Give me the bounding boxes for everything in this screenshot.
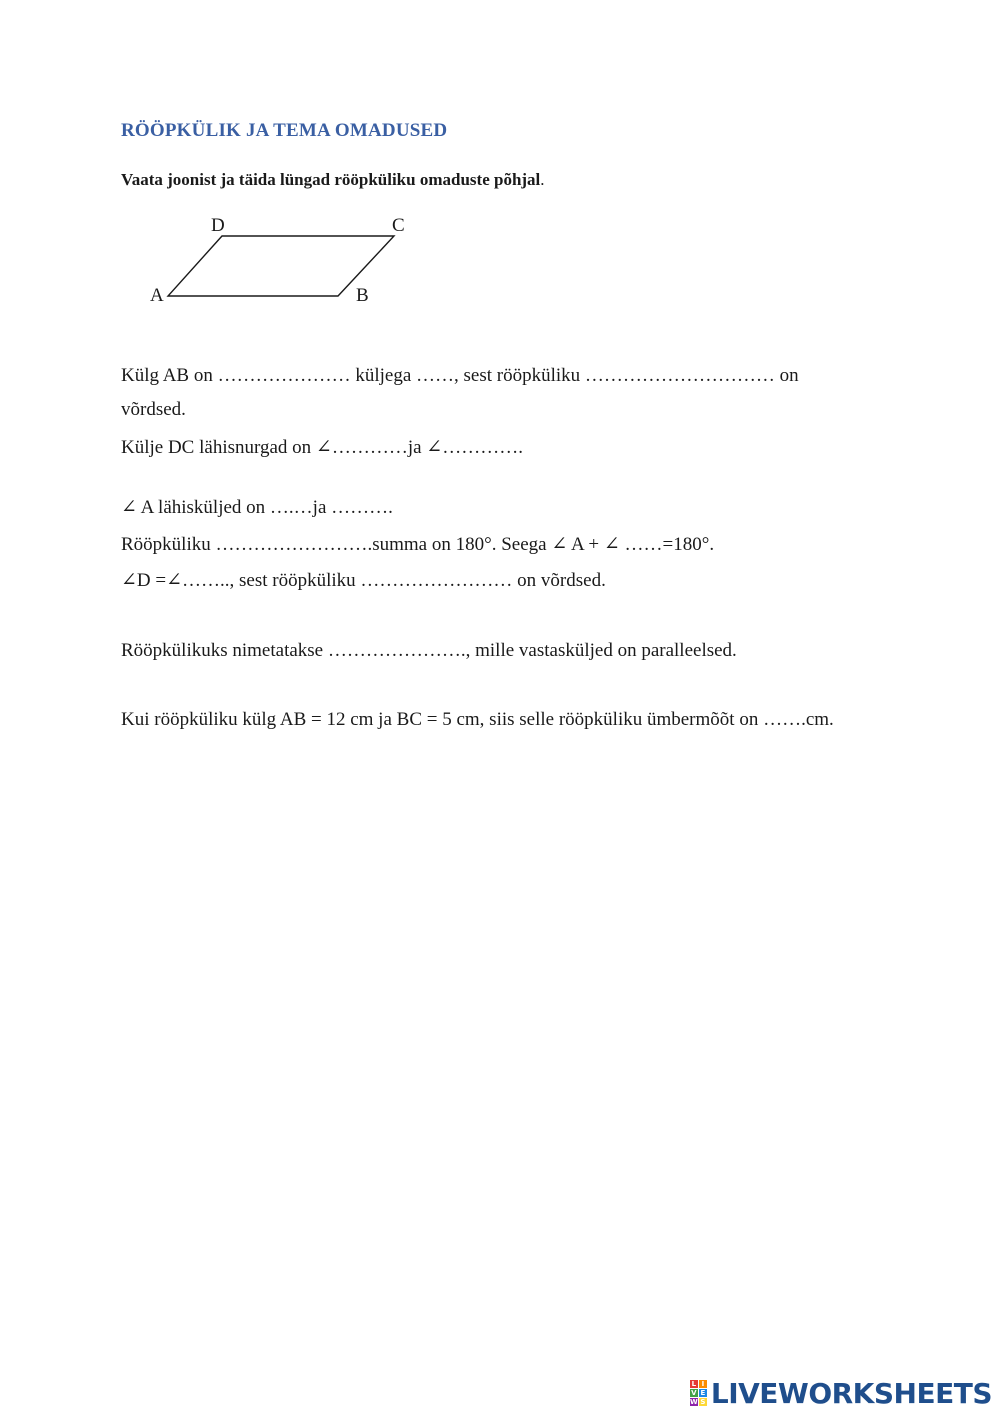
question-line-2: võrdsed. <box>121 399 186 420</box>
vertex-label-c: C <box>392 215 405 236</box>
instruction-text: Vaata joonist ja täida lüngad rööpküliku omaduste põhjal <box>121 170 541 189</box>
vertex-label-b: B <box>356 285 369 306</box>
vertex-label-d: D <box>211 215 225 236</box>
logo-tiles-icon <box>690 1380 707 1406</box>
logo-tile: W <box>690 1398 698 1406</box>
logo-tile: E <box>700 1389 706 1397</box>
vertex-label-a: A <box>150 285 164 306</box>
logo-tile: I <box>699 1380 707 1388</box>
instruction <box>121 170 545 190</box>
liveworksheets-logo <box>690 1377 992 1409</box>
question-line-6: ∠D =∠…….., sest rööpküliku …………………… on võrdsed. <box>121 570 606 591</box>
question-line-4: ∠ A lähisküljed on ….…ja ………. <box>121 497 393 518</box>
question-line-8: Kui rööpküliku külg AB = 12 cm ja BC = 5 cm, siis selle rööpküliku ümbermõõt on …….cm. <box>121 709 834 730</box>
logo-tile: S <box>700 1398 706 1406</box>
question-line-7: Rööpkülikuks nimetatakse …………………., mille vastasküljed on paralleelsed. <box>121 640 737 661</box>
logo-tile: V <box>691 1389 697 1397</box>
logo-text: LIVEWORKSHEETS <box>710 1376 992 1410</box>
question-line-1: Külg AB on ………………… küljega ……, sest rööpküliku ………………………… on <box>121 365 799 386</box>
question-line-5: Rööpküliku …………………….summa on 180°. Seega ∠ A + ∠ ……=180°. <box>121 534 715 555</box>
instruction-period: . <box>540 170 545 189</box>
question-line-3: Külje DC lähisnurgad on ∠…………ja ∠…………. <box>121 437 523 458</box>
worksheet-title: RÖÖPKÜLIK JA TEMA OMADUSED <box>121 120 448 141</box>
parallelogram-figure <box>140 208 420 318</box>
logo-tile: L <box>691 1380 697 1388</box>
